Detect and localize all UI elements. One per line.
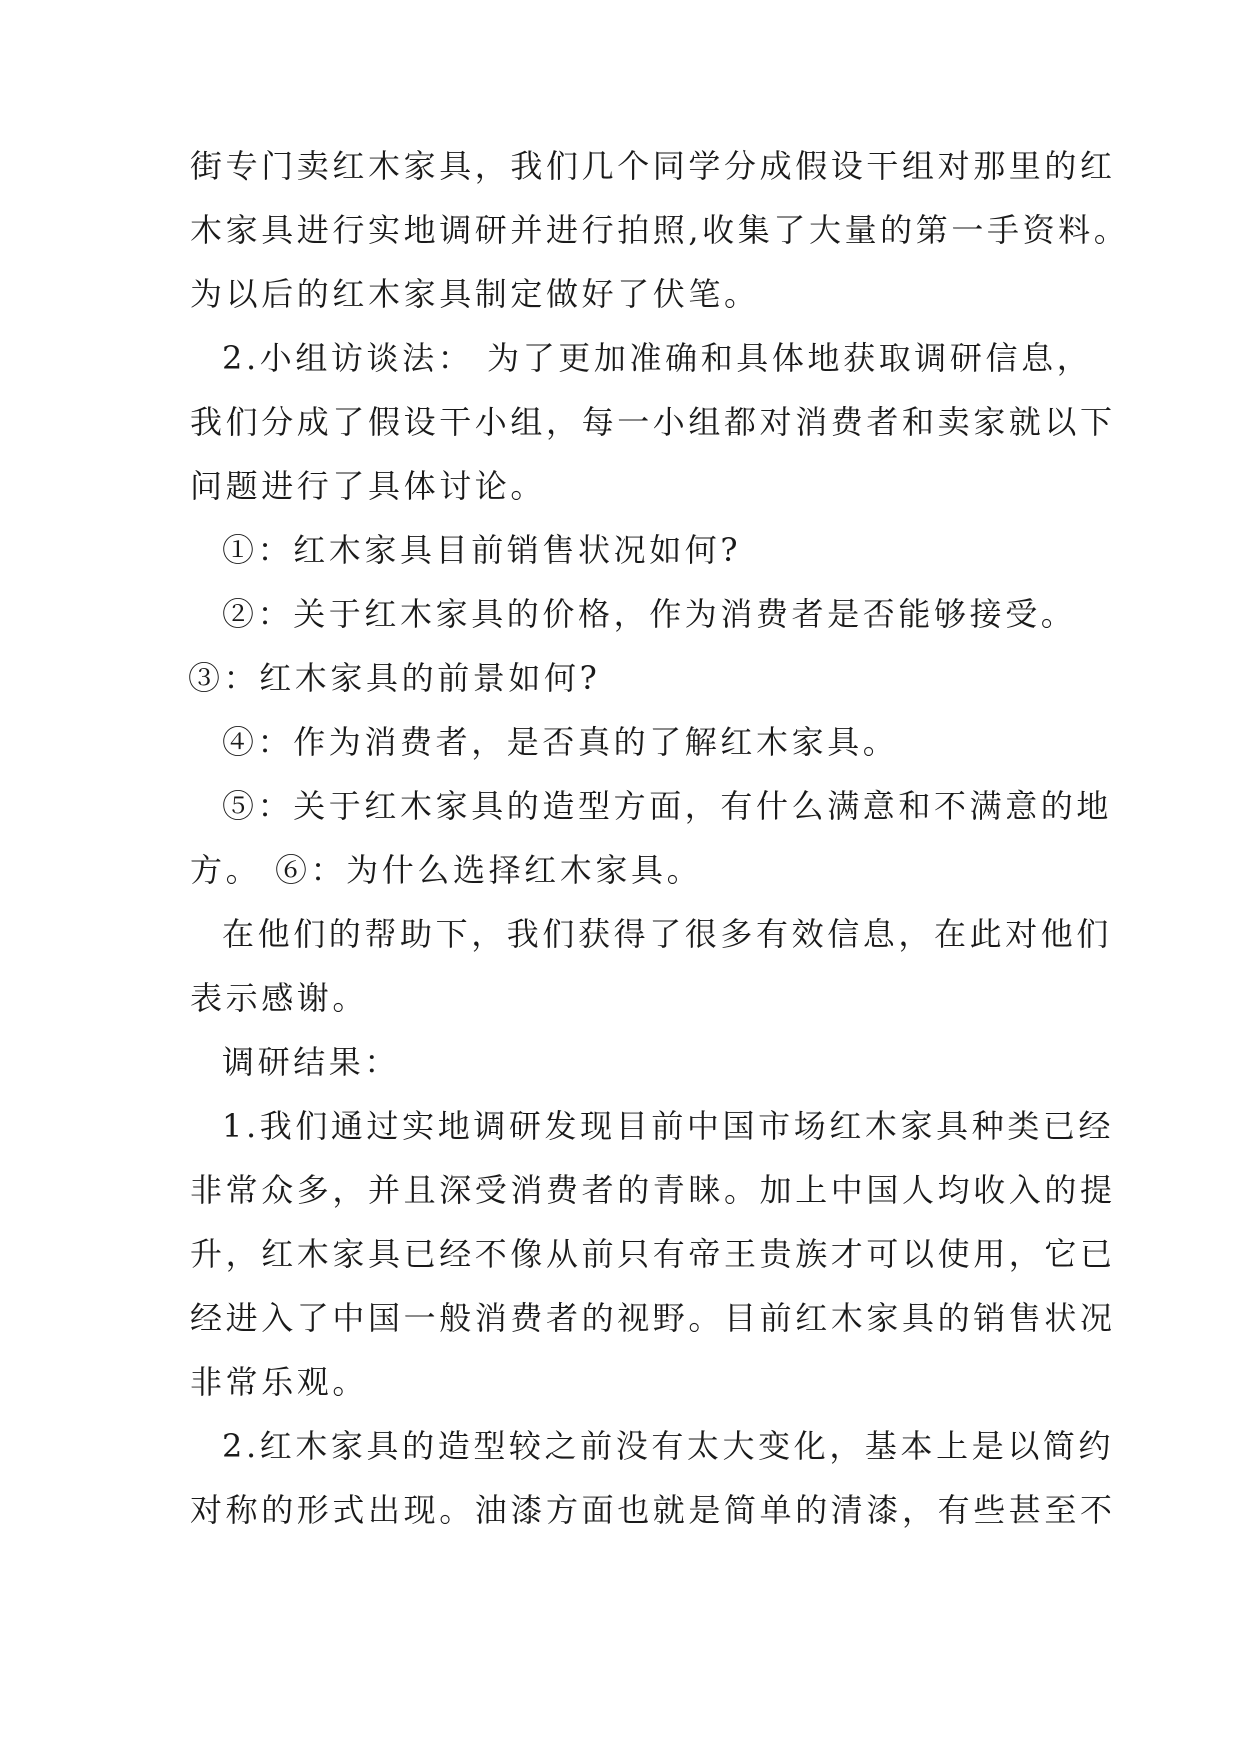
- paragraph-line: 街专门卖红木家具，我们几个同学分成假设干组对那里的红: [190, 147, 1116, 185]
- paragraph-line: 1.我们通过实地调研发现目前中国市场红木家具种类已经: [222, 1107, 1115, 1145]
- paragraph-line: 非常乐观。: [190, 1363, 369, 1401]
- list-item: ⑤：关于红木家具的造型方面，有什么满意和不满意的地: [222, 787, 1113, 825]
- paragraph-line: 2.红木家具的造型较之前没有太大变化，基本上是以简约: [222, 1427, 1115, 1465]
- paragraph-line: 经进入了中国一般消费者的视野。目前红木家具的销售状况: [190, 1299, 1116, 1337]
- paragraph-line: 对称的形式出现。油漆方面也就是简单的清漆，有些甚至不: [190, 1491, 1116, 1529]
- paragraph-line: 升，红木家具已经不像从前只有帝王贵族才可以使用，它已: [190, 1235, 1116, 1273]
- paragraph-line: 木家具进行实地调研并进行拍照,收集了大量的第一手资料。: [190, 211, 1130, 249]
- paragraph-line: 非常众多，并且深受消费者的青睐。加上中国人均收入的提: [190, 1171, 1116, 1209]
- list-item: 方。 ⑥：为什么选择红木家具。: [190, 851, 703, 889]
- list-item: ④：作为消费者，是否真的了解红木家具。: [222, 723, 899, 761]
- list-item: ①：红木家具目前销售状况如何?: [222, 531, 742, 569]
- paragraph-line: 2.小组访谈法： 为了更加准确和具体地获取调研信息，: [222, 339, 1093, 377]
- list-item: ②：关于红木家具的价格，作为消费者是否能够接受。: [222, 595, 1077, 633]
- paragraph-line: 表示感谢。: [190, 979, 369, 1017]
- paragraph-line: 在他们的帮助下，我们获得了很多有效信息，在此对他们: [222, 915, 1113, 953]
- paragraph-line: 为以后的红木家具制定做好了伏笔。: [190, 275, 760, 313]
- list-item: ③：红木家具的前景如何?: [188, 659, 601, 697]
- paragraph-line: 问题进行了具体讨论。: [190, 467, 547, 505]
- section-heading: 调研结果：: [222, 1043, 401, 1081]
- paragraph-line: 我们分成了假设干小组，每一小组都对消费者和卖家就以下: [190, 403, 1116, 441]
